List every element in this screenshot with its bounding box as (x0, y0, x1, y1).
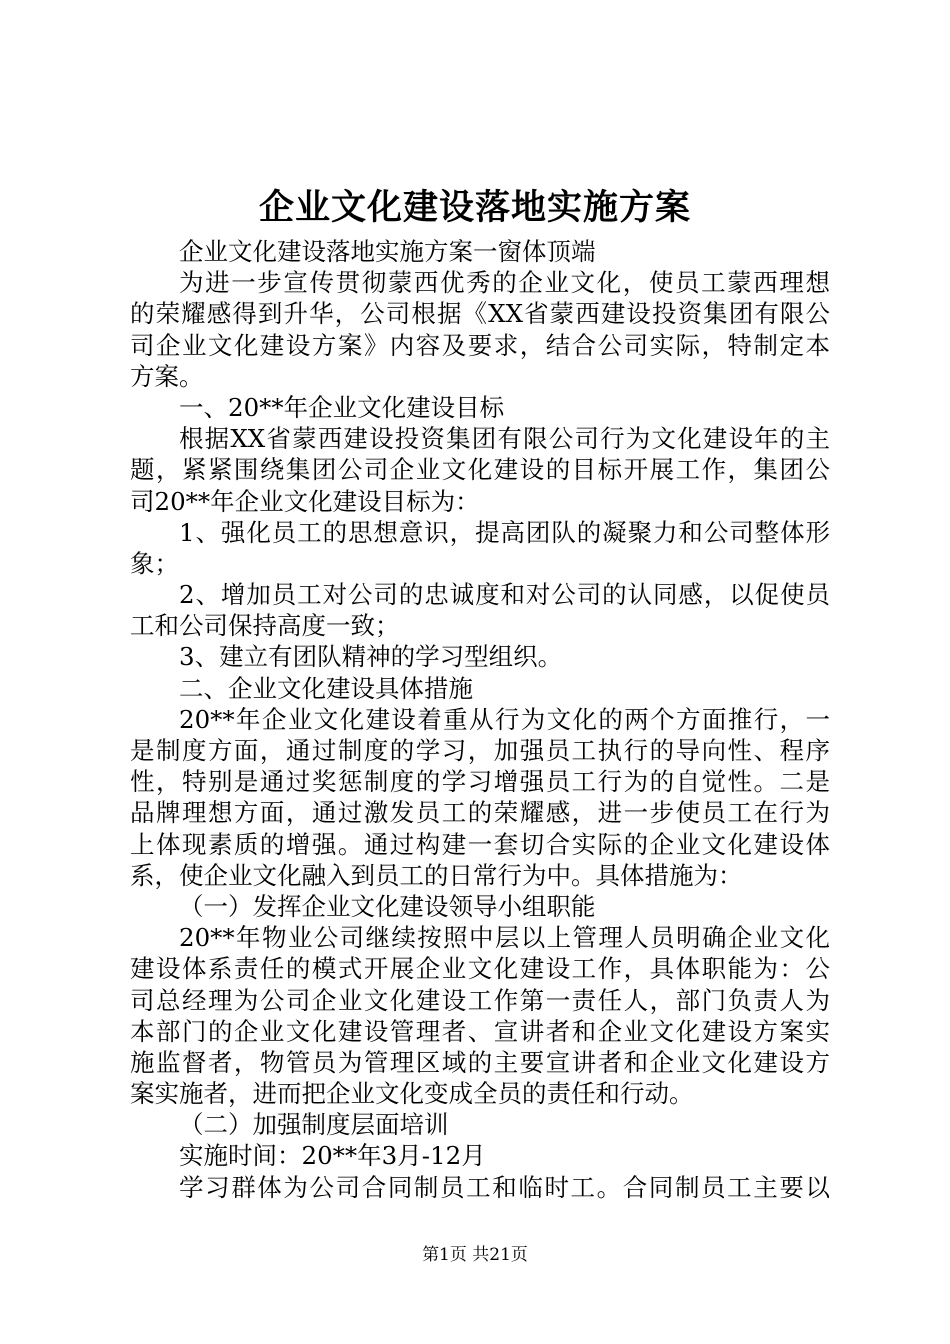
body-line: 上体现素质的增强。通过构建一套切合实际的企业文化建设体 (130, 829, 830, 859)
body-line: 20**年企业文化建设着重从行为文化的两个方面推行，一 (179, 704, 830, 734)
body-line: 建设体系责任的模式开展企业文化建设工作，具体职能为：公 (130, 954, 830, 984)
body-line: 一、20**年企业文化建设目标 (179, 392, 505, 422)
page-footer: 第1页 共21页 (422, 1245, 528, 1265)
body-line: 题，紧紧围绕集团公司企业文化建设的目标开展工作，集团公 (130, 455, 830, 485)
body-line: 20**年物业公司继续按照中层以上管理人员明确企业文化 (179, 923, 830, 953)
body-line: 企业文化建设落地实施方案一窗体顶端 (179, 237, 596, 266)
body-line: 为进一步宣传贯彻蒙西优秀的企业文化，使员工蒙西理想 (179, 268, 830, 298)
body-line: 方案。 (130, 361, 204, 391)
body-line: 根据XX省蒙西建设投资集团有限公司行为文化建设年的主 (179, 424, 830, 454)
body-line: 2、增加员工对公司的忠诚度和对公司的认同感，以促使员 (179, 580, 830, 610)
document-body (130, 236, 830, 1203)
body-line: 实施时间：20**年3月-12月 (179, 1141, 486, 1171)
body-line: 是制度方面，通过制度的学习，加强员工执行的导向性、程序 (130, 736, 830, 765)
body-line: 案实施者，进而把企业文化变成全员的责任和行动。 (130, 1079, 694, 1109)
body-line: 品牌理想方面，通过激发员工的荣耀感，进一步使员工在行为 (130, 798, 830, 828)
body-line: 3、建立有团队精神的学习型组织。 (179, 642, 563, 672)
body-line: 本部门的企业文化建设管理者、宣讲者和企业文化建设方案实 (130, 1016, 830, 1046)
body-line: 二、企业文化建设具体措施 (179, 673, 473, 703)
body-line: 施监督者，物管员为管理区域的主要宣讲者和企业文化建设方 (130, 1047, 830, 1077)
body-line: 的荣耀感得到升华，公司根据《XX省蒙西建设投资集团有限公 (130, 299, 830, 329)
body-line: 系，使企业文化融入到员工的日常行为中。具体措施为： (130, 860, 743, 890)
body-line: 司企业文化建设方案》内容及要求，结合公司实际，特制定本 (130, 330, 830, 360)
body-line: 性，特别是通过奖惩制度的学习增强员工行为的自觉性。二是 (130, 767, 830, 797)
body-line: 1、强化员工的思想意识，提高团队的凝聚力和公司整体形 (179, 517, 830, 547)
document-title: 企业文化建设落地实施方案 (258, 187, 691, 228)
body-line: （二）加强制度层面培训 (179, 1110, 449, 1140)
body-line: 工和公司保持高度一致； (130, 611, 400, 641)
body-line: （一）发挥企业文化建设领导小组职能 (179, 891, 596, 921)
body-line: 象； (130, 548, 179, 578)
body-line: 学习群体为公司合同制员工和临时工。合同制员工主要以 (179, 1172, 830, 1202)
body-line: 司总经理为公司企业文化建设工作第一责任人，部门负责人为 (130, 985, 830, 1015)
body-line: 司20**年企业文化建设目标为： (130, 486, 480, 516)
